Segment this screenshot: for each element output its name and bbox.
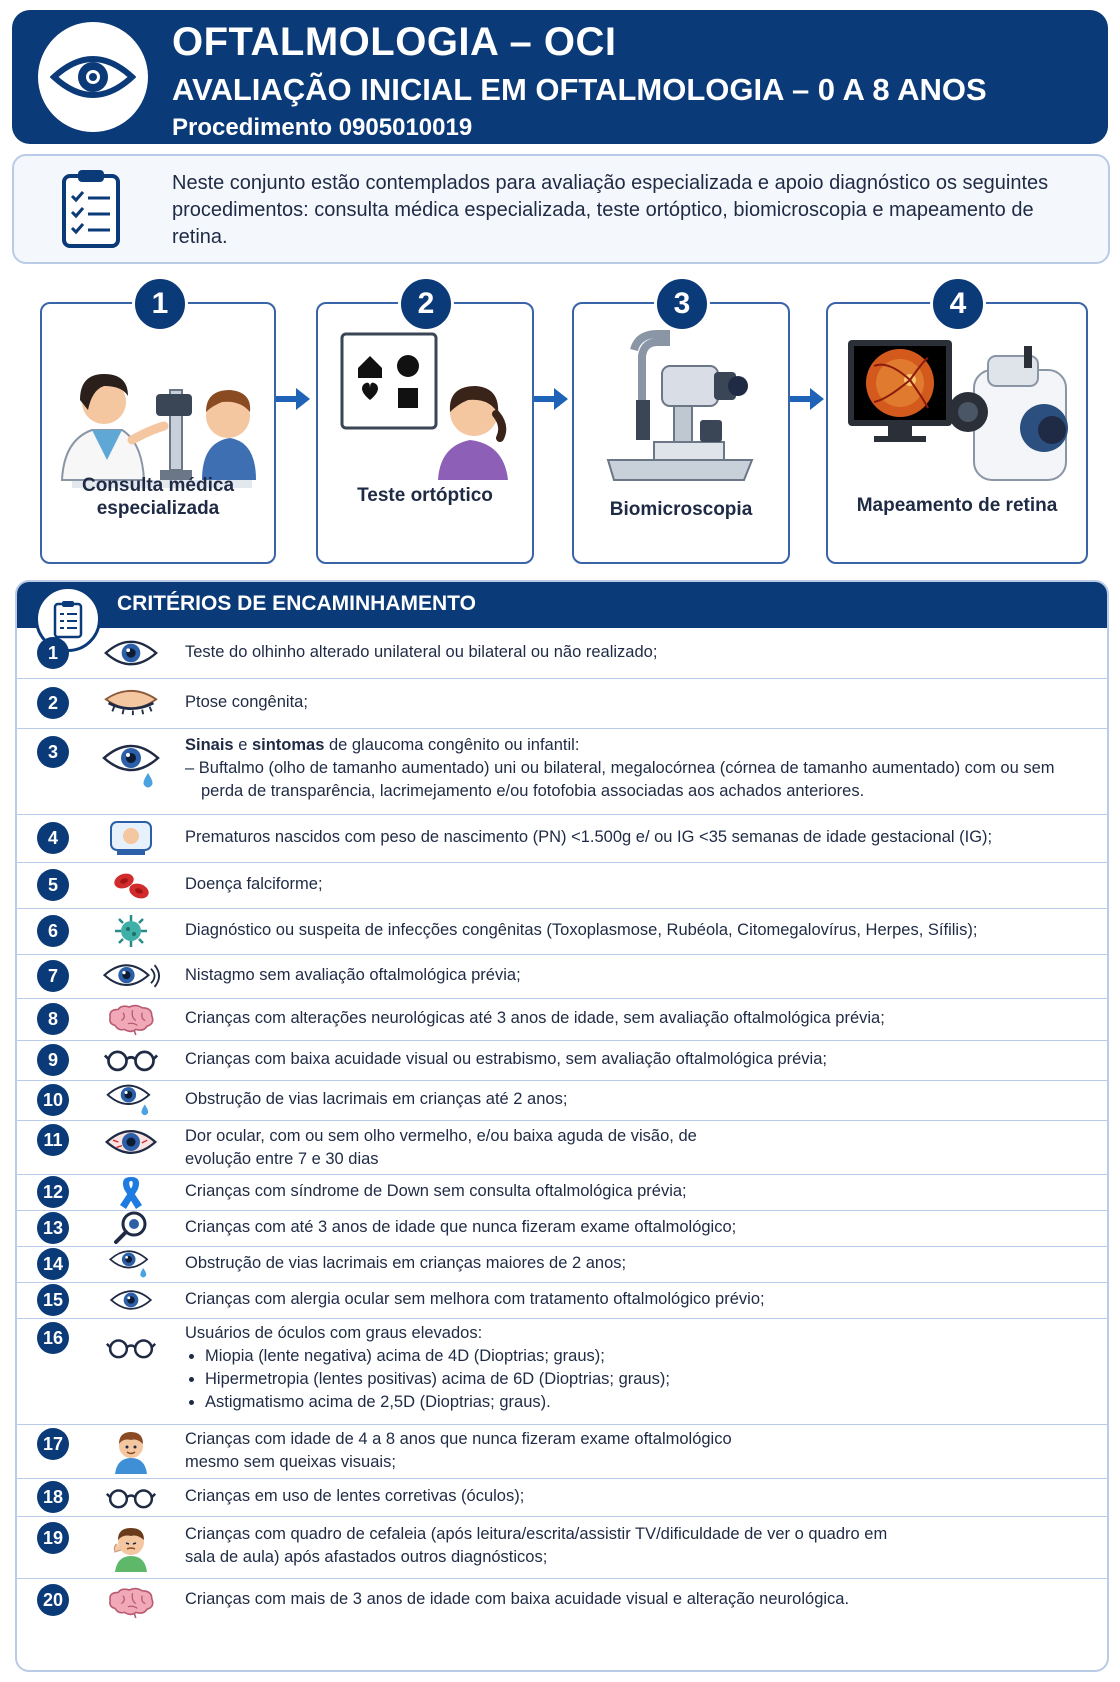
criteria-row-8 [17, 998, 1107, 1041]
criteria-number: 10 [37, 1084, 69, 1116]
step-number-4: 4 [930, 276, 986, 332]
arrow-right-icon [276, 386, 310, 412]
criteria-row-20 [17, 1578, 1107, 1632]
closed-eye-icon [101, 683, 161, 723]
criteria-number: 18 [37, 1481, 69, 1513]
criteria-number: 12 [37, 1176, 69, 1208]
glasses-icon [101, 1040, 161, 1080]
red-eye-icon [101, 1122, 161, 1162]
step-label-3: Biomicroscopia [609, 499, 753, 520]
criteria-number: 1 [37, 637, 69, 669]
criteria-row-4 [17, 814, 1107, 863]
step-card-ortoptico [316, 287, 534, 564]
criteria-row-3 [17, 728, 1107, 815]
step-card-consulta [40, 287, 276, 564]
intro-text: Neste conjunto estão contemplados para avaliação especializada e apoio diagnóstico os seguintes procedimentos: consulta médica especializada, teste ortóptico, biomicroscopia e mapeamento de retina. [172, 172, 1049, 248]
criteria-panel [15, 580, 1109, 1672]
criteria-text: Dor ocular, com ou sem olho vermelho, e/ou baixa aguda de visão, de evolução entre 7 e 30 dias [185, 1127, 697, 1168]
procedure-code: Procedimento 0905010019 [172, 114, 473, 141]
brain-icon [101, 999, 161, 1039]
glasses-icon [101, 1328, 161, 1368]
awareness-ribbon-icon [101, 1172, 161, 1212]
criteria-number: 17 [37, 1428, 69, 1460]
criteria-text: Crianças com baixa acuidade visual ou estrabismo, sem avaliação oftalmológica prévia; [185, 1050, 827, 1068]
criteria-text: Doença falciforme; [185, 875, 323, 893]
criteria-row-17 [17, 1424, 1107, 1479]
criteria-row-5 [17, 862, 1107, 909]
criteria-row-2 [17, 678, 1107, 729]
step-card-mapeamento [826, 287, 1088, 564]
criteria-number: 9 [37, 1044, 69, 1076]
step-label-1: Consulta médica especializada [81, 475, 235, 519]
criteria-text: Crianças em uso de lentes corretivas (óculos); [185, 1487, 525, 1505]
criteria-row-11 [17, 1120, 1107, 1175]
tearing-eye-icon [101, 740, 161, 794]
criteria-number: 13 [37, 1212, 69, 1244]
criteria-text: Usuários de óculos com graus elevados: • Miopia (lente negativa) acima de 4D (Dioptrias; graus); • Hipermetropia (lentes positivas) acima de 6D (Dioptrias; graus); • Astigmatismo acima de 2,5D (Dioptrias; graus). [185, 1322, 1085, 1414]
criteria-row-13 [17, 1210, 1107, 1247]
arrow-right-icon [790, 386, 824, 412]
page-title: OFTALMOLOGIA – OCI [172, 20, 617, 64]
child-headache-icon [101, 1522, 161, 1572]
criteria-text: Obstrução de vias lacrimais em crianças até 2 anos; [185, 1090, 568, 1108]
vision-chart-icon [328, 330, 522, 485]
criteria-detail: – Buftalmo (olho de tamanho aumentado) uni ou bilateral, megalocórnea (córnea de tamanho aumentado) com ou sem perda de transparência, lacrimejamento e/ou fotofobia associadas aos achados anteriores. [185, 759, 1055, 800]
criteria-text: Crianças com idade de 4 a 8 anos que nunca fizeram exame oftalmológico mesmo sem queixas visuais; [185, 1430, 732, 1471]
criteria-row-14 [17, 1246, 1107, 1283]
eye-icon [101, 633, 161, 673]
step-label-2: Teste ortóptico [357, 485, 493, 506]
criteria-text: Diagnóstico ou suspeita de infecções congênitas (Toxoplasmose, Rubéola, Citomegalovírus, Herpes, Sífilis); [185, 921, 978, 939]
criteria-text: Crianças com síndrome de Down sem consulta oftalmológica prévia; [185, 1182, 687, 1200]
criteria-text: Crianças com alergia ocular sem melhora com tratamento oftalmológico prévio; [185, 1290, 765, 1308]
criteria-row-10 [17, 1080, 1107, 1121]
criteria-number: 11 [37, 1124, 69, 1156]
child-icon [101, 1428, 161, 1474]
criteria-row-12 [17, 1174, 1107, 1211]
page-subtitle: AVALIAÇÃO INICIAL EM OFTALMOLOGIA – 0 A 8 ANOS [172, 72, 987, 107]
incubator-icon [101, 818, 161, 858]
step-card-biomicroscopia [572, 287, 790, 564]
criteria-title: CRITÉRIOS DE ENCAMINHAMENTO [117, 592, 476, 615]
criteria-text: Sinais e sintomas de glaucoma congênito ou infantil: – Buftalmo (olho de tamanho aumentado) uni ou bilateral, megalocórnea (córnea de tamanho aumentado) com ou sem perda de transparência, lacrimejamento e/ou fotofobia associadas aos achados anteriores. [185, 734, 1085, 803]
nystagmus-eye-icon [101, 956, 161, 996]
step-number-1: 1 [132, 276, 188, 332]
brain-icon [101, 1582, 161, 1622]
criteria-row-19 [17, 1516, 1107, 1579]
criteria-number: 16 [37, 1322, 69, 1354]
glasses-icon [101, 1478, 161, 1518]
list-item: • Hipermetropia (lentes positivas) acima de 6D (Dioptrias; graus); [205, 1368, 1085, 1391]
criteria-row-7 [17, 954, 1107, 999]
criteria-number: 4 [37, 822, 69, 854]
criteria-row-6 [17, 908, 1107, 955]
criteria-number: 2 [37, 687, 69, 719]
criteria-text: Ptose congênita; [185, 693, 308, 711]
criteria-text: Obstrução de vias lacrimais em crianças maiores de 2 anos; [185, 1254, 627, 1272]
criteria-row-16 [17, 1318, 1107, 1425]
eye-logo-icon [38, 22, 148, 132]
tearing-eye-icon [101, 1080, 161, 1120]
criteria-header [17, 582, 1107, 628]
criteria-text: Crianças com alterações neurológicas até 3 anos de idade, sem avaliação oftalmológica prévia; [185, 1009, 885, 1027]
list-item: • Miopia (lente negativa) acima de 4D (Dioptrias; graus); [205, 1345, 1085, 1368]
magnifier-eye-icon [101, 1208, 161, 1248]
header-banner [12, 10, 1108, 144]
slit-lamp-icon [584, 330, 778, 495]
list-item: • Astigmatismo acima de 2,5D (Dioptrias; graus). [205, 1391, 1085, 1414]
virus-icon [101, 911, 161, 951]
criteria-row-15 [17, 1282, 1107, 1319]
clipboard-icon [60, 166, 122, 255]
criteria-text: Crianças com quadro de cefaleia (após leitura/escrita/assistir TV/dificuldade de ver o quadro em sala de aula) após afastados outros diagnósticos; [185, 1525, 888, 1566]
arrow-right-icon [534, 386, 568, 412]
intro-box [12, 154, 1110, 264]
criteria-row-1 [17, 628, 1107, 679]
step-number-2: 2 [398, 276, 454, 332]
criteria-row-18 [17, 1478, 1107, 1517]
criteria-text: Teste do olhinho alterado unilateral ou bilateral ou não realizado; [185, 643, 658, 661]
criteria-text: Nistagmo sem avaliação oftalmológica prévia; [185, 966, 521, 984]
criteria-number: 19 [37, 1522, 69, 1554]
criteria-number: 8 [37, 1003, 69, 1035]
red-blood-cells-icon [101, 865, 161, 905]
criteria-number: 14 [37, 1248, 69, 1280]
criteria-number: 6 [37, 915, 69, 947]
allergy-eye-icon [101, 1280, 161, 1320]
criteria-number: 3 [37, 736, 69, 768]
criteria-text: Crianças com até 3 anos de idade que nunca fizeram exame oftalmológico; [185, 1218, 737, 1236]
step-number-3: 3 [654, 276, 710, 332]
criteria-number: 20 [37, 1584, 69, 1616]
retina-camera-icon [838, 330, 1074, 495]
criteria-number: 5 [37, 869, 69, 901]
criteria-row-9 [17, 1040, 1107, 1081]
step-label-4: Mapeamento de retina [856, 495, 1058, 516]
tearing-eye-icon [101, 1244, 161, 1284]
criteria-number: 7 [37, 960, 69, 992]
criteria-text: Crianças com mais de 3 anos de idade com baixa acuidade visual e alteração neurológica. [185, 1590, 850, 1608]
criteria-text: Prematuros nascidos com peso de nascimento (PN) <1.500g e/ ou IG <35 semanas de idade gestacional (IG); [185, 828, 993, 846]
criteria-number: 15 [37, 1284, 69, 1316]
